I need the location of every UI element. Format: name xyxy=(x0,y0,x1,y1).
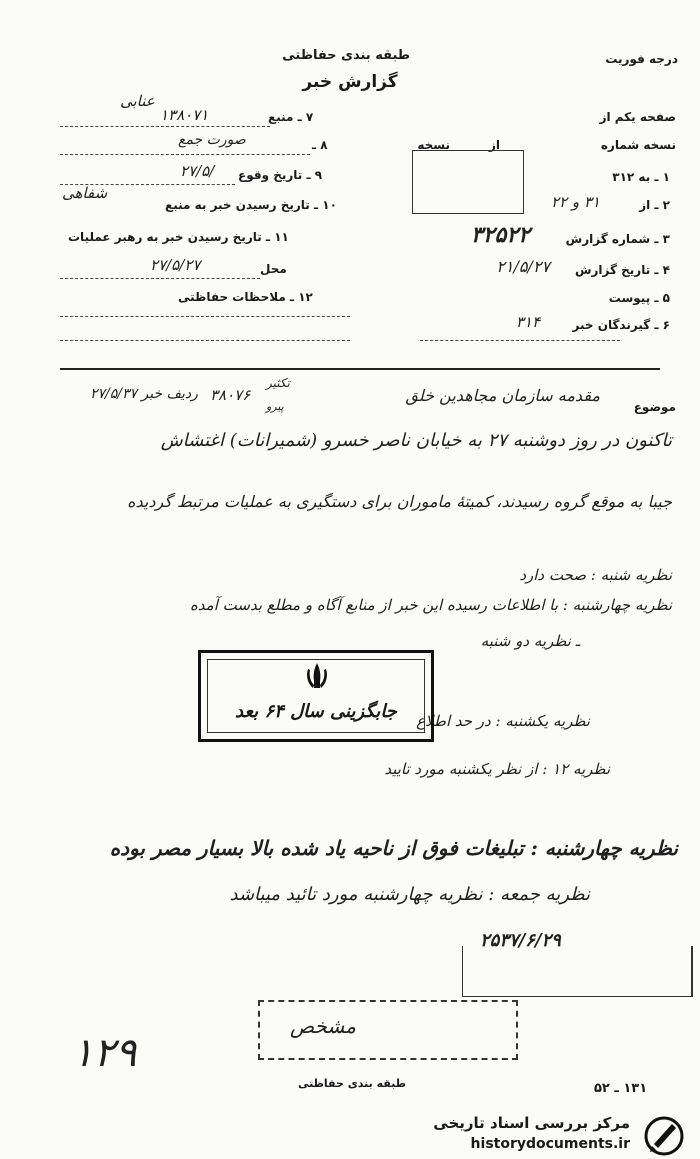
field-7-note: عنابی xyxy=(120,92,155,110)
field-2: ۲ ـ از xyxy=(639,198,670,212)
field-line xyxy=(420,340,620,341)
subject-text: مقدمه سازمان مجاهدین خلق xyxy=(405,386,600,405)
report-title: گزارش خبر xyxy=(302,72,398,92)
body-line: تاکنون در روز دوشنبه ۲۷ به خیابان ناصر خسرو (شمیرانات) اغتشاش xyxy=(160,430,672,451)
field-8-value: صورت جمع xyxy=(178,132,246,148)
field-11: ۱۱ ـ تاریخ رسیدن خبر به رهبر عملیات xyxy=(68,230,289,244)
body-line: نظریه یکشنبه : در حد اطلاع xyxy=(416,712,590,730)
field-10-note: شفاهی xyxy=(62,184,108,202)
subject-label: موضوع xyxy=(633,400,676,414)
field-line xyxy=(60,184,235,185)
field-7: ۷ ـ منبع xyxy=(268,110,314,124)
field-6: ۶ ـ گیرندگان خبر xyxy=(572,318,670,332)
field-3: ۳ ـ شماره گزارش xyxy=(565,232,670,246)
field-line xyxy=(60,316,350,317)
field-11-value: ۲۷/۵/۲۷ xyxy=(150,256,201,274)
iran-emblem-icon xyxy=(304,661,330,691)
page-number: ۱۲۹ xyxy=(72,1030,137,1076)
archive-name: مرکز بررسی اسناد تاریخی xyxy=(433,1114,630,1132)
stamp-text: جابگزینی سال ۶۴ بعد xyxy=(235,701,397,722)
field-4-value: ۲۱/۵/۲۷ xyxy=(496,257,550,276)
field-12: ۱۲ ـ ملاحظات حفاظتی xyxy=(178,290,313,304)
classification-footer: طبقه بندی حفاظتی xyxy=(297,1077,407,1090)
divider-line xyxy=(60,368,660,370)
archive-date: ۲۵۳۷/۶/۲۹ xyxy=(480,930,561,951)
date-box xyxy=(462,946,693,997)
body-line: ـ نظریه دو شنبه xyxy=(480,632,580,650)
copy-number-field: نسخه شماره xyxy=(600,138,676,152)
received-stamp-box xyxy=(412,150,524,214)
body-line: نظریه چهارشنبه : تبلیغات فوق از ناحیه یاد شده بالا بسیار مصر بوده xyxy=(109,836,678,860)
field-9-value: ۲۷/۵/ xyxy=(180,162,215,180)
body-line: نظریه چهارشنبه : با اطلاعات رسیده این خبر از منابع آگاه و مطلع بدست آمده xyxy=(189,596,672,614)
field-10: ۱۰ ـ تاریخ رسیدن خبر به منبع xyxy=(165,198,337,212)
page-field: صفحه یکم از xyxy=(599,110,676,124)
field-line xyxy=(60,126,270,127)
field-11-place: محل xyxy=(260,262,287,276)
subject-ref-c: پیرو xyxy=(266,400,284,413)
archive-watermark xyxy=(420,1110,700,1159)
replacement-stamp xyxy=(198,650,434,742)
name-box-text: مشخص xyxy=(290,1014,356,1038)
archive-url: historydocuments.ir xyxy=(470,1136,630,1152)
field-line xyxy=(60,340,350,341)
urgency-label: درجه فوریت xyxy=(605,52,678,66)
field-5: ۵ ـ پیوست xyxy=(608,291,670,305)
field-line xyxy=(60,154,310,155)
subject-ref-b: تکثیر xyxy=(266,376,290,390)
classification-header: طبقه بندی حفاظتی xyxy=(282,48,410,63)
copy-label: نسخه xyxy=(417,138,450,152)
body-line: نظریه ۱۲ : از نظر یکشنبه مورد تایید xyxy=(384,760,610,778)
field-8: ۸ ـ xyxy=(312,138,328,152)
copy-of-label: از xyxy=(488,138,500,152)
body-line: جیبا به موقع گروه رسیدند، کمیتهٔ ماموران برای دستگیری به عملیات مرتبط گردیده xyxy=(127,492,672,511)
field-2-value: ۳۱ و ۲۲ xyxy=(550,193,600,211)
field-4: ۴ ـ تاریخ گزارش xyxy=(574,263,670,277)
field-3-value: ۳۲۵۲۲ xyxy=(470,222,530,248)
body-line: نظریه جمعه : نظریه چهارشنبه مورد تائید میباشد xyxy=(229,884,590,905)
field-6-value: ۳۱۴ xyxy=(515,313,540,331)
body-line: نظریه شنبه : صحت دارد xyxy=(519,566,672,584)
field-line xyxy=(60,278,260,279)
subject-ref-a: ۳۸۰۷۶ xyxy=(210,386,251,404)
archive-logo-icon xyxy=(642,1116,686,1156)
form-code: ۱۳۱ ـ ۵۲ xyxy=(594,1081,648,1096)
field-9: ۹ ـ تاریخ وقوع xyxy=(238,168,323,182)
field-1: ۱ ـ به ۳۱۲ xyxy=(612,170,670,184)
subject-ref-d: ردیف خبر ۲۷/۵/۳۷ xyxy=(90,386,198,402)
field-7-value: ۱۳۸۰۷۱ xyxy=(160,106,209,124)
